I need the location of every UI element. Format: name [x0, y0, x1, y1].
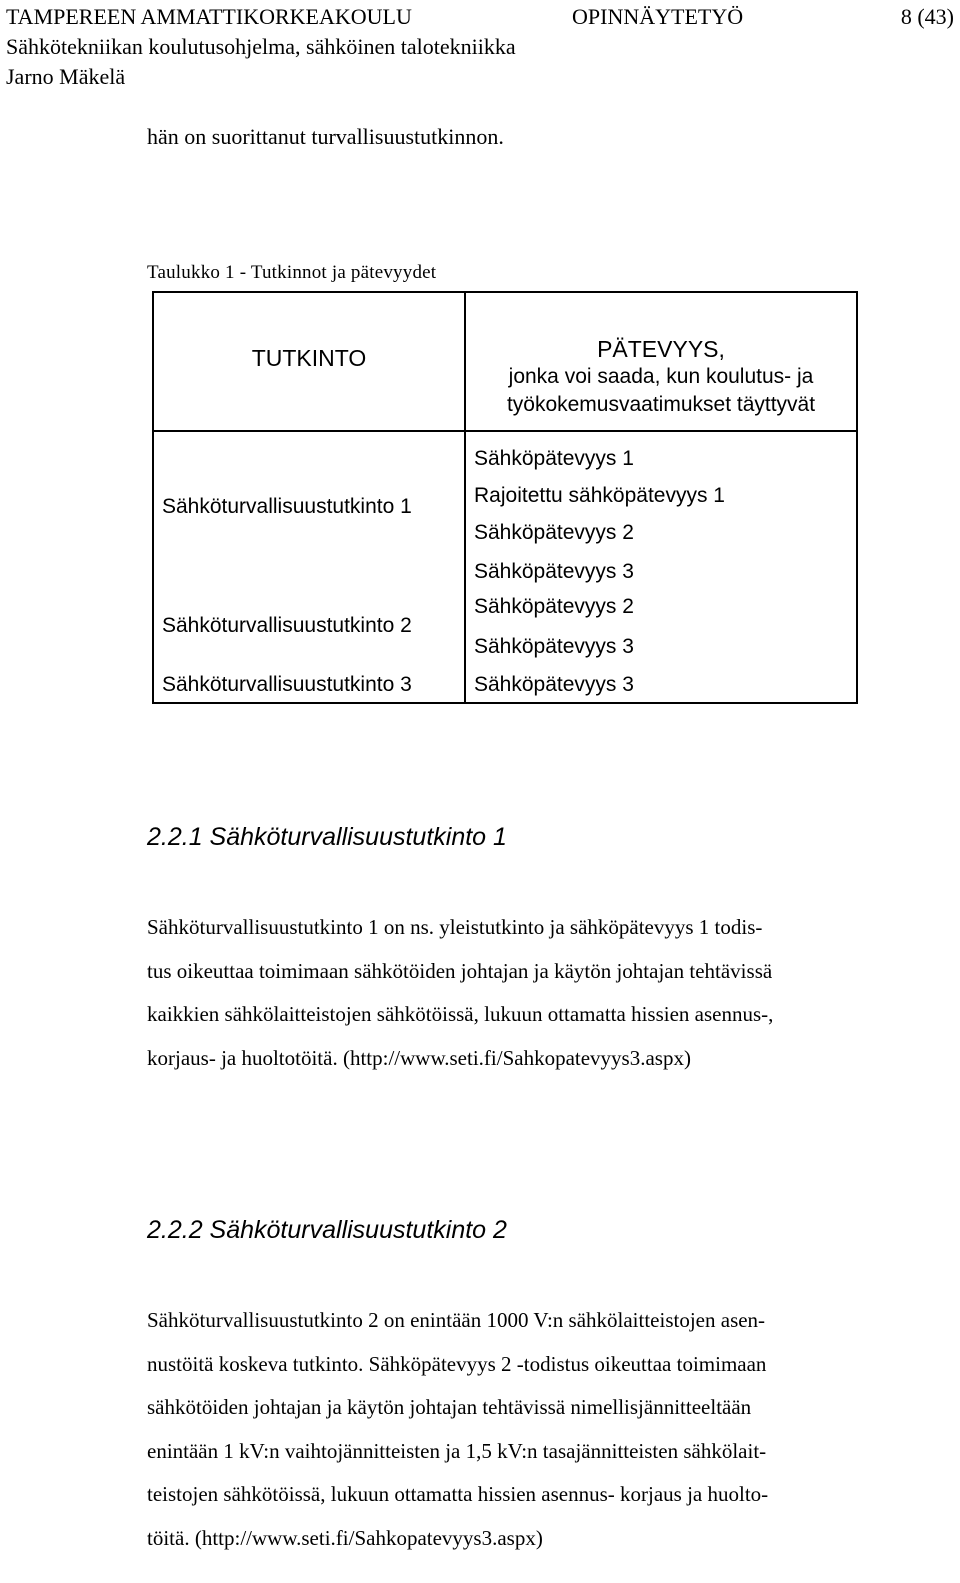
intro-line: hän on suorittanut turvallisuustutkinnon.	[147, 124, 504, 149]
section-heading: 2.2.1 Sähköturvallisuustutkinto 1	[147, 823, 507, 851]
header-school: TAMPEREEN AMMATTIKORKEAKOULU	[6, 4, 412, 29]
table-header-patevyys-line3: työkokemusvaatimukset täyttyvät	[506, 393, 816, 416]
header-doc-type: OPINNÄYTETYÖ	[572, 4, 744, 29]
table-header-patevyys	[466, 335, 856, 419]
table-cell-patevyys: Sähköpätevyys 3	[474, 673, 634, 696]
paragraph-line: töitä. (http://www.seti.fi/Sahkopatevyys3.aspx)	[147, 1525, 543, 1550]
table-cell-patevyys: Sähköpätevyys 1	[474, 447, 634, 470]
table-cell-patevyys: Sähköpätevyys 3	[474, 635, 634, 658]
table-cell-patevyys: Sähköpätevyys 2	[474, 595, 634, 618]
paragraph-line: sähkötöiden johtajan ja käytön johtajan tehtävissä nimellisjännitteeltään	[147, 1395, 752, 1419]
header-author: Jarno Mäkelä	[6, 64, 126, 89]
table-header-patevyys-line2: jonka voi saada, kun koulutus- ja	[508, 365, 814, 388]
paragraph-line: Sähköturvallisuustutkinto 2 on enintään 1000 V:n sähkölaitteistojen asen-	[147, 1308, 766, 1332]
paragraph-line: kaikkien sähkölaitteistojen sähkötöissä, lukuun ottamatta hissien asennus-,	[147, 1002, 774, 1026]
paragraph-line: korjaus- ja huoltotöitä. (http://www.seti.fi/Sahkopatevyys3.aspx)	[147, 1045, 691, 1070]
section-paragraph	[147, 906, 937, 1080]
section-paragraph	[147, 1299, 937, 1560]
table-caption: Taulukko 1 - Tutkinnot ja pätevyydet	[147, 262, 437, 283]
paragraph-line: enintään 1 kV:n vaihtojännitteisten ja 1,5 kV:n tasajännitteisten sähkölait-	[147, 1438, 767, 1463]
table-header-patevyys-title: PÄTEVYYS,	[597, 336, 725, 362]
section-heading: 2.2.2 Sähköturvallisuustutkinto 2	[147, 1216, 507, 1244]
table-cell-patevyys: Sähköpätevyys 2	[474, 521, 634, 544]
table-cell-tutkinto: Sähköturvallisuustutkinto 2	[162, 614, 412, 637]
paragraph-line: Sähköturvallisuustutkinto 1 on ns. yleistutkinto ja sähköpätevyys 1 todis-	[147, 915, 763, 939]
table-cell-patevyys: Sähköpätevyys 3	[474, 560, 634, 583]
page-header	[6, 2, 954, 92]
header-page-number: 8 (43)	[900, 4, 954, 29]
qualifications-table	[152, 291, 858, 704]
table-header-tutkinto: TUTKINTO	[251, 345, 367, 371]
table-header-divider	[154, 430, 856, 432]
paragraph-line: tus oikeuttaa toimimaan sähkötöiden johtajan ja käytön johtajan tehtävissä	[147, 958, 773, 983]
paragraph-line: nustöitä koskeva tutkinto. Sähköpätevyys 2 -todistus oikeuttaa toimimaan	[147, 1351, 767, 1376]
header-program: Sähkötekniikan koulutusohjelma, sähköinen talotekniikka	[6, 34, 516, 59]
paragraph-line: teistojen sähkötöissä, lukuun ottamatta hissien asennus- korjaus ja huolto-	[147, 1482, 769, 1506]
table-cell-tutkinto: Sähköturvallisuustutkinto 1	[162, 495, 412, 518]
table-cell-patevyys: Rajoitettu sähköpätevyys 1	[474, 484, 725, 507]
table-cell-tutkinto: Sähköturvallisuustutkinto 3	[162, 673, 412, 696]
